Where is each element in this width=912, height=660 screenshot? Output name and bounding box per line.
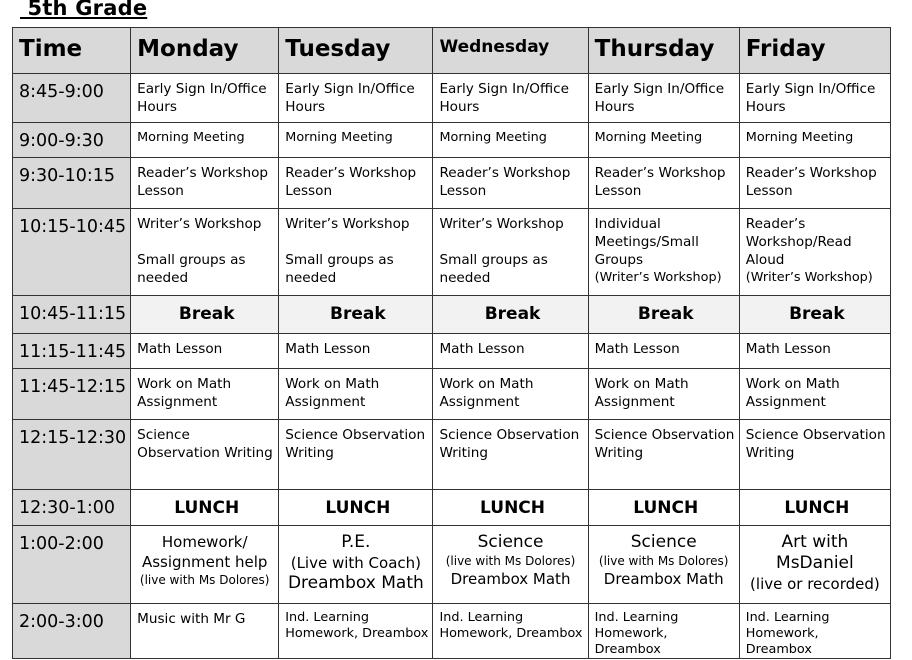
schedule-cell: Reader’s Workshop Lesson — [279, 158, 433, 209]
schedule-cell: Ind. Learning Homework, Dreambox — [588, 604, 739, 659]
table-row — [13, 604, 891, 659]
schedule-cell — [433, 526, 588, 604]
cell-main: Writer’s Workshop — [439, 216, 564, 232]
schedule-cell: Work on Math Assignment — [433, 369, 588, 420]
schedule-cell: Math Lesson — [433, 334, 588, 369]
cell-line-1: Science — [630, 532, 697, 552]
schedule-cell: LUNCH — [739, 490, 890, 526]
schedule-cell: Math Lesson — [739, 334, 890, 369]
page-title: 5th Grade — [20, 0, 148, 20]
schedule-cell: Work on Math Assignment — [588, 369, 739, 420]
cell-line-3: (live or recorded) — [750, 575, 880, 593]
schedule-cell — [739, 209, 890, 296]
time-cell: 2:00-3:00 — [13, 604, 131, 659]
cell-line-2: (live with Ms Dolores) — [445, 554, 576, 568]
cell-line-3: (live with Ms Dolores) — [139, 573, 270, 587]
time-cell: 12:15-12:30 — [13, 420, 131, 490]
cell-line-3: Dreambox Math — [287, 573, 424, 593]
table-row — [13, 526, 891, 604]
schedule-cell: Science Observation Writing — [588, 420, 739, 490]
header-wednesday: Wednesday — [433, 28, 588, 74]
table-row — [13, 209, 891, 296]
schedule-cell: LUNCH — [131, 490, 279, 526]
schedule-cell: Reader’s Workshop Lesson — [131, 158, 279, 209]
schedule-cell: Break — [131, 296, 279, 334]
time-cell: 10:15-10:45 — [13, 209, 131, 296]
cell-sub: (Writer’s Workshop) — [745, 270, 873, 285]
schedule-cell: Early Sign In/Office Hours — [588, 74, 739, 123]
header-tuesday: Tuesday — [279, 28, 433, 74]
schedule-cell: Work on Math Assignment — [279, 369, 433, 420]
cell-line-1: P.E. — [341, 532, 371, 552]
cell-sub: (Writer’s Workshop) — [594, 270, 722, 285]
cell-line-3: Dreambox Math — [450, 570, 571, 588]
schedule-cell: Morning Meeting — [588, 123, 739, 158]
time-cell: 1:00-2:00 — [13, 526, 131, 604]
table-row — [13, 296, 891, 334]
schedule-cell: LUNCH — [279, 490, 433, 526]
cell-line-2: (Live with Coach) — [290, 554, 422, 572]
schedule-cell: Early Sign In/Office Hours — [433, 74, 588, 123]
schedule-cell: Early Sign In/Office Hours — [739, 74, 890, 123]
schedule-cell — [433, 209, 588, 296]
cell-sub: Small groups as needed — [439, 252, 548, 286]
schedule-cell: Reader’s Workshop Lesson — [739, 158, 890, 209]
cell-main: Writer’s Workshop — [285, 216, 410, 232]
schedule-cell — [739, 526, 890, 604]
schedule-cell: Science Observation Writing — [279, 420, 433, 490]
schedule-cell — [588, 209, 739, 296]
schedule-cell: LUNCH — [588, 490, 739, 526]
cell-line-3: Dreambox Math — [603, 570, 724, 588]
time-cell: 9:30-10:15 — [13, 158, 131, 209]
cell-line-2: MsDaniel — [776, 553, 854, 573]
cell-line-2: (live with Ms Dolores) — [598, 554, 729, 568]
schedule-cell: Early Sign In/Office Hours — [131, 74, 279, 123]
time-cell: 11:45-12:15 — [13, 369, 131, 420]
header-row — [13, 28, 891, 74]
schedule-cell — [131, 526, 279, 604]
table-row — [13, 334, 891, 369]
schedule-cell: Math Lesson — [279, 334, 433, 369]
time-cell: 8:45-9:00 — [13, 74, 131, 123]
schedule-cell — [588, 526, 739, 604]
schedule-cell: Morning Meeting — [131, 123, 279, 158]
schedule-cell: Morning Meeting — [739, 123, 890, 158]
schedule-cell: Work on Math Assignment — [131, 369, 279, 420]
cell-line-2: Assignment help — [141, 553, 268, 571]
schedule-cell: Break — [588, 296, 739, 334]
cell-main: Individual Meetings/Small Groups — [594, 216, 699, 268]
table-row — [13, 158, 891, 209]
table-row — [13, 74, 891, 123]
schedule-cell: Early Sign In/Office Hours — [279, 74, 433, 123]
cell-line-1: Homework/ — [161, 533, 248, 551]
table-row — [13, 490, 891, 526]
schedule-cell: Break — [433, 296, 588, 334]
schedule-cell: Break — [739, 296, 890, 334]
time-cell: 12:30-1:00 — [13, 490, 131, 526]
schedule-cell: Morning Meeting — [433, 123, 588, 158]
table-row — [13, 420, 891, 490]
schedule-table — [12, 27, 891, 659]
cell-main: Writer’s Workshop — [137, 216, 262, 232]
header-time: Time — [13, 28, 131, 74]
cell-line-1: Art with — [781, 532, 849, 552]
schedule-cell: Math Lesson — [131, 334, 279, 369]
schedule-cell: Music with Mr G — [131, 604, 279, 659]
schedule-cell: Reader’s Workshop Lesson — [588, 158, 739, 209]
header-monday: Monday — [131, 28, 279, 74]
time-cell: 11:15-11:45 — [13, 334, 131, 369]
header-friday: Friday — [739, 28, 890, 74]
cell-line-1: Science — [477, 532, 544, 552]
schedule-cell — [279, 209, 433, 296]
schedule-cell: Ind. Learning Homework, Dreambox — [433, 604, 588, 659]
cell-main: Reader’s Workshop/Read Aloud — [745, 216, 852, 268]
schedule-cell: Ind. Learning Homework, Dreambox — [279, 604, 433, 659]
cell-sub: Small groups as needed — [137, 252, 246, 286]
table-row — [13, 123, 891, 158]
time-cell: 10:45-11:15 — [13, 296, 131, 334]
schedule-cell — [131, 209, 279, 296]
schedule-cell: Science Observation Writing — [131, 420, 279, 490]
schedule-cell: Reader’s Workshop Lesson — [433, 158, 588, 209]
schedule-cell: Science Observation Writing — [739, 420, 890, 490]
schedule-cell: LUNCH — [433, 490, 588, 526]
schedule-cell: Break — [279, 296, 433, 334]
schedule-cell: Math Lesson — [588, 334, 739, 369]
header-thursday: Thursday — [588, 28, 739, 74]
schedule-cell: Work on Math Assignment — [739, 369, 890, 420]
schedule-cell — [279, 526, 433, 604]
cell-sub: Small groups as needed — [285, 252, 394, 286]
schedule-cell: Morning Meeting — [279, 123, 433, 158]
schedule-cell: Ind. Learning Homework, Dreambox — [739, 604, 890, 659]
table-row — [13, 369, 891, 420]
time-cell: 9:00-9:30 — [13, 123, 131, 158]
schedule-cell: Science Observation Writing — [433, 420, 588, 490]
